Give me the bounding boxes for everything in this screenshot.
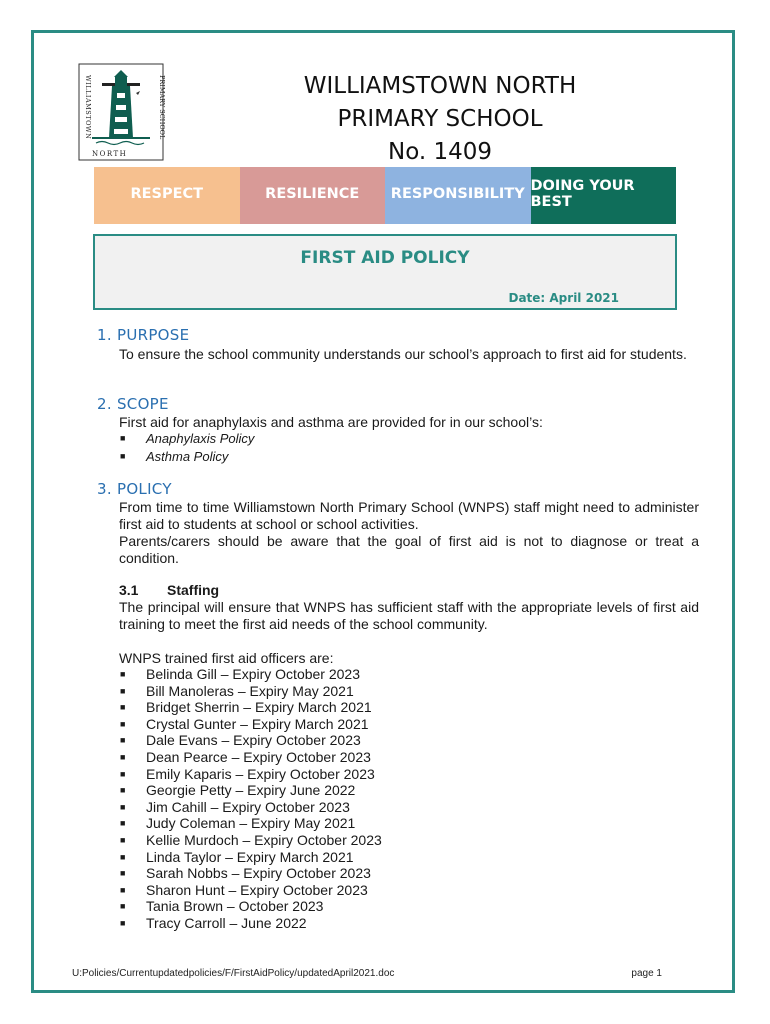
officer-entry: Sharon Hunt – Expiry October 2023 xyxy=(146,881,368,898)
officer-entry: Belinda Gill – Expiry October 2023 xyxy=(146,666,360,682)
officer-entry: Linda Taylor – Expiry March 2021 xyxy=(146,848,354,865)
scope-item-asthma-policy[interactable]: Asthma Policy xyxy=(146,448,229,464)
officer-entry: Georgie Petty – Expiry June 2022 xyxy=(146,782,356,799)
officer-entry: Judy Coleman – Expiry May 2021 xyxy=(146,815,356,832)
scope-item-anaphylaxis-policy[interactable]: Anaphylaxis Policy xyxy=(146,431,255,446)
school-title xyxy=(290,70,590,169)
list-item: ■ Belinda Gill – Expiry October 2023 xyxy=(120,666,360,682)
school-logo xyxy=(78,63,164,161)
policy-title: FIRST AID POLICY xyxy=(300,248,470,268)
scope-heading: 2. SCOPE xyxy=(97,395,169,413)
list-item: ■ Dean Pearce – Expiry October 2023 xyxy=(120,748,371,765)
staffing-heading xyxy=(119,582,219,598)
school-name-line1: WILLIAMSTOWN NORTH xyxy=(303,73,577,99)
list-item: ■ Bridget Sherrin – Expiry March 2021 xyxy=(120,699,372,716)
staffing-number: 3.1 xyxy=(119,582,139,598)
list-item: ■ Crystal Gunter – Expiry March 2021 xyxy=(120,715,369,732)
list-item: ■ Jim Cahill – Expiry October 2023 xyxy=(120,798,350,815)
policy-heading: 3. POLICY xyxy=(97,480,172,498)
staffing-text: The principal will ensure that WNPS has sufficient staff with the appropriate levels of first aid training to meet the first aid needs of the school community. xyxy=(119,599,699,632)
list-item: ■ Asthma Policy xyxy=(120,448,229,464)
logo-right-text: PRIMARY SCHOOL xyxy=(158,75,166,140)
officer-entry: Bridget Sherrin – Expiry March 2021 xyxy=(146,699,372,716)
purpose-heading: 1. PURPOSE xyxy=(97,326,190,344)
list-item: ■ Dale Evans – Expiry October 2023 xyxy=(120,732,361,749)
value-doing-your-best: DOING YOUR BEST xyxy=(531,167,677,224)
officer-entry: Jim Cahill – Expiry October 2023 xyxy=(146,798,350,815)
officer-entry: Tania Brown – October 2023 xyxy=(146,898,324,915)
scope-list xyxy=(119,430,254,465)
list-item: ■ Bill Manoleras – Expiry May 2021 xyxy=(120,682,354,699)
logo-left-text: WILLIAMSTOWN xyxy=(84,75,92,140)
value-responsibility: RESPONSIBILITY xyxy=(385,167,531,224)
officers-intro: WNPS trained first aid officers are: xyxy=(119,650,334,666)
officer-entry: Dean Pearce – Expiry October 2023 xyxy=(146,748,371,765)
officer-entry: Kellie Murdoch – Expiry October 2023 xyxy=(146,831,382,848)
list-item: ■ Sarah Nobbs – Expiry October 2023 xyxy=(120,865,371,882)
list-item: ■ Georgie Petty – Expiry June 2022 xyxy=(120,782,356,799)
list-item: ■ Sharon Hunt – Expiry October 2023 xyxy=(120,881,368,898)
school-number: No. 1409 xyxy=(387,139,493,165)
first-aid-officers-list xyxy=(119,666,382,932)
list-item: ■ Tracy Carroll – June 2022 xyxy=(120,914,307,931)
purpose-text: To ensure the school community understands our school’s approach to first aid for students. xyxy=(119,346,687,362)
footer-file-path: U:Policies/Currentupdatedpolicies/F/FirstAidPolicy/updatedApril2021.doc xyxy=(72,968,395,979)
policy-para1: From time to time Williamstown North Primary School (WNPS) staff might need to administer first aid to students at school or school activities. xyxy=(119,499,699,532)
policy-date: Date: April 2021 xyxy=(508,291,619,305)
officer-entry: Bill Manoleras – Expiry May 2021 xyxy=(146,682,354,699)
value-resilience: RESILIENCE xyxy=(240,167,386,224)
officer-entry: Sarah Nobbs – Expiry October 2023 xyxy=(146,865,371,882)
list-item: ■ Emily Kaparis – Expiry October 2023 xyxy=(120,765,375,782)
list-item: ■ Judy Coleman – Expiry May 2021 xyxy=(120,815,356,832)
footer-page-number: page 1 xyxy=(631,968,662,979)
scope-text: First aid for anaphylaxis and asthma are provided for in our school’s: xyxy=(119,414,543,430)
policy-para2: Parents/carers should be aware that the goal of first aid is not to diagnose or treat a condition. xyxy=(119,533,699,566)
officer-entry: Emily Kaparis – Expiry October 2023 xyxy=(146,765,375,782)
officer-entry: Crystal Gunter – Expiry March 2021 xyxy=(146,715,369,732)
list-item: ■ Kellie Murdoch – Expiry October 2023 xyxy=(120,831,382,848)
value-respect: RESPECT xyxy=(94,167,240,224)
list-item: ■ Anaphylaxis Policy xyxy=(120,431,255,446)
list-item: ■ Linda Taylor – Expiry March 2021 xyxy=(120,848,354,865)
policy-title-box xyxy=(93,234,677,310)
school-values-bar xyxy=(94,167,676,224)
officer-entry: Tracy Carroll – June 2022 xyxy=(146,914,307,931)
school-name-line2: PRIMARY SCHOOL xyxy=(337,106,543,132)
officer-entry: Dale Evans – Expiry October 2023 xyxy=(146,732,361,749)
staffing-title: Staffing xyxy=(167,582,220,598)
list-item: ■ Tania Brown – October 2023 xyxy=(120,898,324,915)
logo-bottom-text: NORTH xyxy=(92,150,128,158)
lighthouse-icon xyxy=(92,70,150,145)
